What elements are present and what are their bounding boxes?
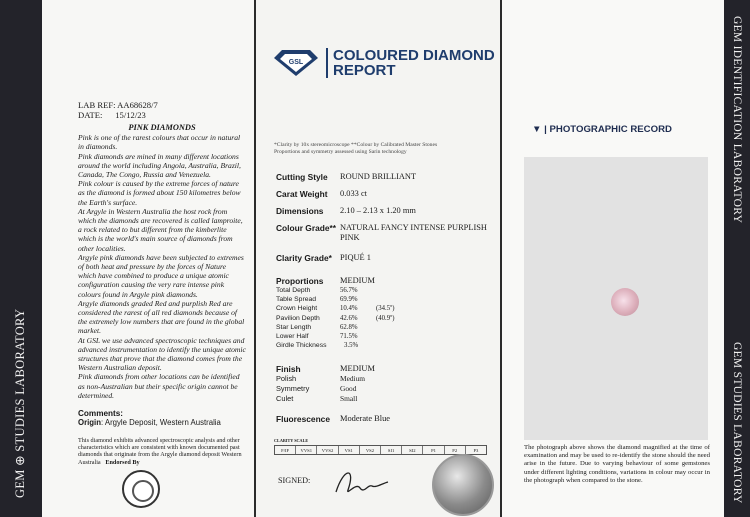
finish-sub-label: Culet <box>276 394 294 404</box>
fluorescence-value: Moderate Blue <box>340 414 391 424</box>
finish-sub-value: Small <box>340 394 358 404</box>
spec-value: PIQUÉ 1 <box>340 253 371 262</box>
proportion-row <box>276 314 490 323</box>
spec-value: 2.10 – 2.13 x 1.20 mm <box>340 206 416 215</box>
pink-diamond-image <box>611 288 639 316</box>
proportion-value: 62.8% <box>340 323 358 331</box>
finish-row <box>276 364 490 374</box>
spec-row <box>276 189 490 199</box>
certificate-history-panel <box>0 0 254 517</box>
origin-line <box>78 418 246 427</box>
spec-label: Clarity Grade* <box>276 253 332 263</box>
diamond-icon: ▼ <box>532 124 542 135</box>
method-footnote <box>274 142 489 157</box>
lab-ref-line <box>78 100 246 110</box>
paragraph-2: Pink diamonds are mined in many different locations around the world including Angola, Australia, Brazil, Canada, The Congo, Russia and Venezuela. <box>78 151 241 180</box>
photo-note: The photograph above shows the diamond magnified at the time of examination and may be used to re-identify the stone should the need arise in the future. Due to varying behaviour of some gemstones under different lighting conditions, variations in colour may occur in the photograph when compared to the stone. <box>524 444 710 484</box>
proportion-value: 3.5% <box>344 342 359 350</box>
lab-ref-value: AA68628/7 <box>117 100 158 110</box>
spec-row <box>276 172 490 182</box>
spec-value: 0.033 ct <box>340 189 367 198</box>
signature-icon <box>326 462 396 502</box>
clarity-grade: P1 <box>423 446 444 454</box>
proportion-row <box>276 341 490 350</box>
proportion-value: 42.6% <box>340 314 358 322</box>
right-spine-bottom-text: GEM STUDIES LABORATORY <box>731 342 743 504</box>
report-title-line1: COLOURED DIAMOND <box>333 47 495 64</box>
finish-label: Finish <box>276 364 301 375</box>
clarity-grade: SI2 <box>402 446 423 454</box>
signed-label: SIGNED: <box>278 476 311 485</box>
report-title-line2: REPORT <box>333 62 396 79</box>
endorsed-by-label: Endorsed By <box>105 458 140 466</box>
diamond-report-panel <box>256 0 500 517</box>
proportion-label: Star Length <box>276 323 312 331</box>
lab-ref-label: LAB REF: <box>78 100 116 110</box>
right-spine <box>724 0 750 517</box>
proportion-angle: (34.5º) <box>376 305 395 313</box>
diamond-photo <box>524 157 708 440</box>
clarity-grade: P2 <box>445 446 466 454</box>
proportion-label: Lower Half <box>276 333 309 341</box>
proportion-row <box>276 286 490 295</box>
proportion-value: 71.5% <box>340 333 358 341</box>
clarity-grade: SI1 <box>381 446 402 454</box>
proportion-value: 10.4% <box>340 305 358 313</box>
spec-label: Cutting Style <box>276 172 328 182</box>
proportion-label: Table Spread <box>276 296 317 304</box>
fluorescence-label: Fluorescence <box>276 414 330 425</box>
paragraph-8: Pink diamonds from other locations can be identified as non-Australian but their specific origin cannot be determined. <box>78 372 240 400</box>
report-title <box>326 48 495 78</box>
clarity-grade: F/IF <box>275 446 296 454</box>
proportion-row <box>276 332 490 341</box>
paragraph-7: At GSL we use advanced spectroscopic techniques and advanced instrumentation to identify the unique atomic structures that prove that the diamond comes from the Western Australian deposit. <box>78 335 246 373</box>
proportion-row <box>276 304 490 313</box>
proportion-row <box>276 295 490 304</box>
spec-row <box>276 206 490 216</box>
clarity-scale-bar <box>274 445 487 455</box>
hologram-seal-icon <box>432 454 494 516</box>
footnote-1: *Clarity by 10x stereomicroscope **Colour by Calibrated Master Stones <box>274 142 438 148</box>
clarity-scale-label: CLARITY SCALE <box>274 438 309 443</box>
spec-label: Carat Weight <box>276 189 328 199</box>
photographic-record-title: ▼ | PHOTOGRAPHIC RECORD <box>532 124 672 135</box>
date-label: DATE: <box>78 110 103 120</box>
right-spine-top-text: GEM IDENTIFICATION LABORATORY <box>731 16 743 224</box>
footnote-2: Proportions and symmetry assessed using Sarin technology <box>274 149 407 156</box>
proportion-angle: (40.9º) <box>376 314 395 322</box>
comments-label: Comments: <box>78 409 124 419</box>
proportion-label: Pavilion Depth <box>276 314 320 322</box>
clarity-grade: P3 <box>473 448 479 453</box>
clarity-grade: VS2 <box>360 446 381 454</box>
logo-text: GSL <box>288 59 304 66</box>
finish-sub-value: Good <box>340 384 357 394</box>
finish-sub-row <box>276 384 490 394</box>
paragraph-3: Pink colour is caused by the extreme forces of nature as the diamond is formed about 150 kilometres below the Earth's surface. <box>78 179 241 207</box>
paragraph-4: At Argyle in Western Australia the host rock from which the diamonds are recovered is called lamproite, a rock related to but different from the kimberlite which is the world's main source of diamonds from other localities. <box>78 206 243 253</box>
finish-sub-label: Symmetry <box>276 384 310 394</box>
left-spine-text: GEM ⊕ STUDIES LABORATORY <box>13 308 27 498</box>
spec-label: Dimensions <box>276 206 324 216</box>
spec-table <box>276 172 490 431</box>
endorsement-seal-icon <box>122 470 160 508</box>
spec-value: NATURAL FANCY INTENSE PURPLISH PINK <box>340 223 487 242</box>
gsl-logo-icon <box>272 48 320 78</box>
endorsement-body: This diamond exhibits advanced spectroscopic analysis and other characteristics which are consistent with known documented past diamonds that originate from the Argyle diamond deposit Western Australia <box>78 436 242 466</box>
paragraph-5: Argyle pink diamonds have been subjected to extremes of both heat and pressure by the forces of Nature which have combined to produce a unique atomic configuration causing the very rare intense pink colours found in Argyle pink diamonds. <box>78 252 244 299</box>
finish-sub-value: Medium <box>340 374 366 384</box>
clarity-grade: VVS2 <box>317 446 338 454</box>
finish-sub-row <box>276 374 490 384</box>
origin-label: Origin <box>78 418 101 428</box>
section-title: PINK DIAMONDS <box>128 123 196 132</box>
origin-value: : Argyle Deposit, Western Australia <box>100 418 221 428</box>
pink-diamond-info <box>78 100 246 508</box>
spec-row <box>276 223 490 243</box>
proportion-value: 69.9% <box>340 296 358 304</box>
clarity-grade: VS1 <box>339 446 360 454</box>
fluorescence-row <box>276 414 490 424</box>
proportions-row <box>276 276 490 286</box>
spec-row <box>276 253 490 263</box>
proportions-value: MEDIUM <box>340 276 375 285</box>
finish-value: MEDIUM <box>340 364 375 374</box>
proportions-label: Proportions <box>276 276 324 286</box>
date-value: 15/12/23 <box>115 110 146 120</box>
proportion-value: 56.7% <box>340 287 358 294</box>
finish-sub-label: Polish <box>276 374 297 384</box>
paragraph-1: Pink is one of the rarest colours that occur in natural in diamonds. <box>78 133 241 152</box>
endorsement-text <box>78 437 246 467</box>
proportion-label: Total Depth <box>276 287 311 294</box>
finish-sub-row <box>276 394 490 404</box>
proportion-label: Girdle Thickness <box>276 342 327 350</box>
spec-value: ROUND BRILLIANT <box>340 172 417 181</box>
proportion-row <box>276 323 490 332</box>
left-spine <box>0 0 42 517</box>
date-line <box>78 110 246 120</box>
spec-label: Colour Grade** <box>276 223 337 233</box>
photographic-record-panel <box>502 0 750 517</box>
proportion-label: Crown Height <box>276 305 318 313</box>
paragraph-6: Argyle diamonds graded Red and purplish Red are considered the rarest of all red diamonds because of the extremely low numbers that are found in the global market. <box>78 298 245 336</box>
photographic-record-label: PHOTOGRAPHIC RECORD <box>549 124 672 135</box>
clarity-grade: VVS1 <box>296 446 317 454</box>
comments-block <box>78 409 246 427</box>
